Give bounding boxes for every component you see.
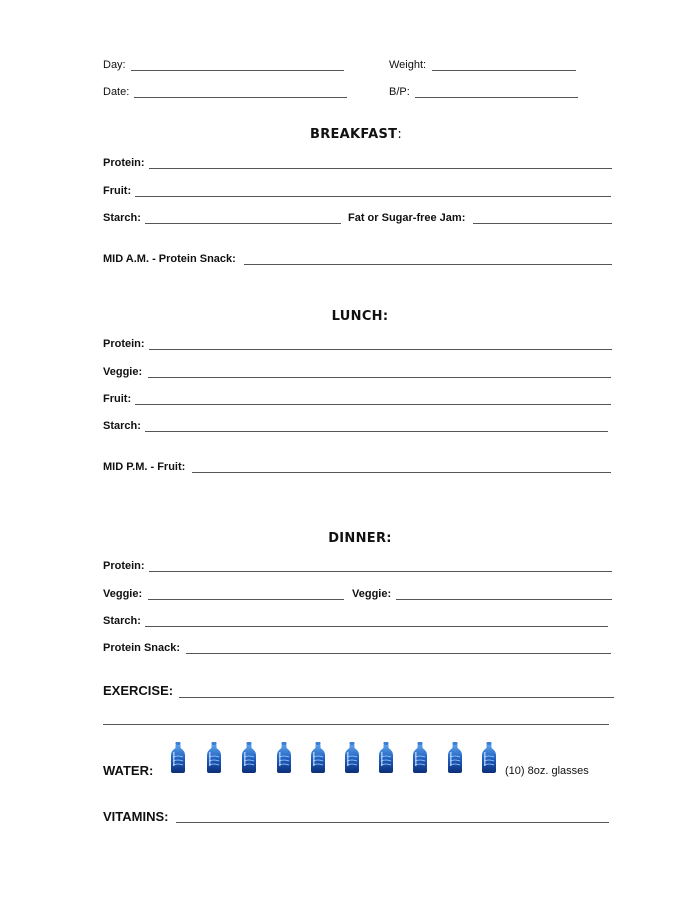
mid-pm-field[interactable]	[192, 472, 611, 473]
water-bottle-icon[interactable]	[447, 742, 463, 773]
dinner-veggie1-field[interactable]	[148, 599, 344, 600]
vitamins-label: VITAMINS:	[103, 809, 169, 824]
bp-label: B/P:	[389, 86, 410, 98]
water-bottle-icon[interactable]	[170, 742, 186, 773]
lunch-fruit-field[interactable]	[135, 404, 611, 405]
mid-pm-label: MID P.M. - Fruit:	[103, 461, 186, 473]
protein-snack-field[interactable]	[186, 653, 611, 654]
water-bottle-icon[interactable]	[481, 742, 497, 773]
breakfast-title-colon: :	[397, 127, 402, 142]
breakfast-starch-label: Starch:	[103, 212, 141, 224]
water-bottle-icon[interactable]	[310, 742, 326, 773]
breakfast-fruit-label: Fruit:	[103, 185, 132, 197]
dinner-veggie2-field[interactable]	[396, 599, 612, 600]
lunch-fruit-label: Fruit:	[103, 393, 132, 405]
dinner-starch-label: Starch:	[103, 615, 141, 627]
lunch-veggie-field[interactable]	[148, 377, 611, 378]
dinner-heading: DINNER:	[328, 531, 392, 546]
water-label: WATER:	[103, 763, 154, 778]
dinner-veggie2-label: Veggie:	[352, 588, 392, 600]
dinner-protein-label: Protein:	[103, 560, 145, 572]
lunch-heading: LUNCH:	[331, 309, 389, 324]
weight-field[interactable]	[432, 70, 576, 71]
bp-field[interactable]	[415, 97, 578, 98]
water-bottle-icon[interactable]	[241, 742, 257, 773]
water-note: (10) 8oz. glasses	[505, 765, 589, 777]
dinner-veggie1-label: Veggie:	[103, 588, 143, 600]
date-field[interactable]	[134, 97, 347, 98]
exercise-label: EXERCISE:	[103, 683, 174, 698]
lunch-starch-field[interactable]	[145, 431, 608, 432]
day-field[interactable]	[131, 70, 344, 71]
water-bottle-icon[interactable]	[412, 742, 428, 773]
mid-am-field[interactable]	[244, 264, 612, 265]
breakfast-fruit-field[interactable]	[135, 196, 611, 197]
water-bottle-icon[interactable]	[206, 742, 222, 773]
fat-jam-field[interactable]	[473, 223, 612, 224]
exercise-field[interactable]	[179, 697, 614, 698]
water-bottle-icon[interactable]	[344, 742, 360, 773]
lunch-starch-label: Starch:	[103, 420, 141, 432]
protein-snack-label: Protein Snack:	[103, 642, 181, 654]
day-label: Day:	[103, 59, 126, 71]
breakfast-protein-label: Protein:	[103, 157, 145, 169]
water-bottle-icon[interactable]	[378, 742, 394, 773]
breakfast-starch-field[interactable]	[145, 223, 341, 224]
vitamins-field[interactable]	[176, 822, 609, 823]
breakfast-title: BREAKFAST	[309, 127, 398, 142]
exercise-field-line2[interactable]	[103, 724, 609, 725]
weight-label: Weight:	[389, 59, 427, 71]
dinner-starch-field[interactable]	[145, 626, 608, 627]
mid-am-label: MID A.M. - Protein Snack:	[103, 253, 236, 265]
lunch-protein-label: Protein:	[103, 338, 145, 350]
breakfast-heading	[8, 127, 696, 142]
breakfast-protein-field[interactable]	[149, 168, 612, 169]
lunch-veggie-label: Veggie:	[103, 366, 143, 378]
fat-jam-label: Fat or Sugar-free Jam:	[348, 212, 466, 224]
lunch-protein-field[interactable]	[149, 349, 612, 350]
water-bottle-icon[interactable]	[276, 742, 292, 773]
dinner-protein-field[interactable]	[149, 571, 612, 572]
date-label: Date:	[103, 86, 130, 98]
